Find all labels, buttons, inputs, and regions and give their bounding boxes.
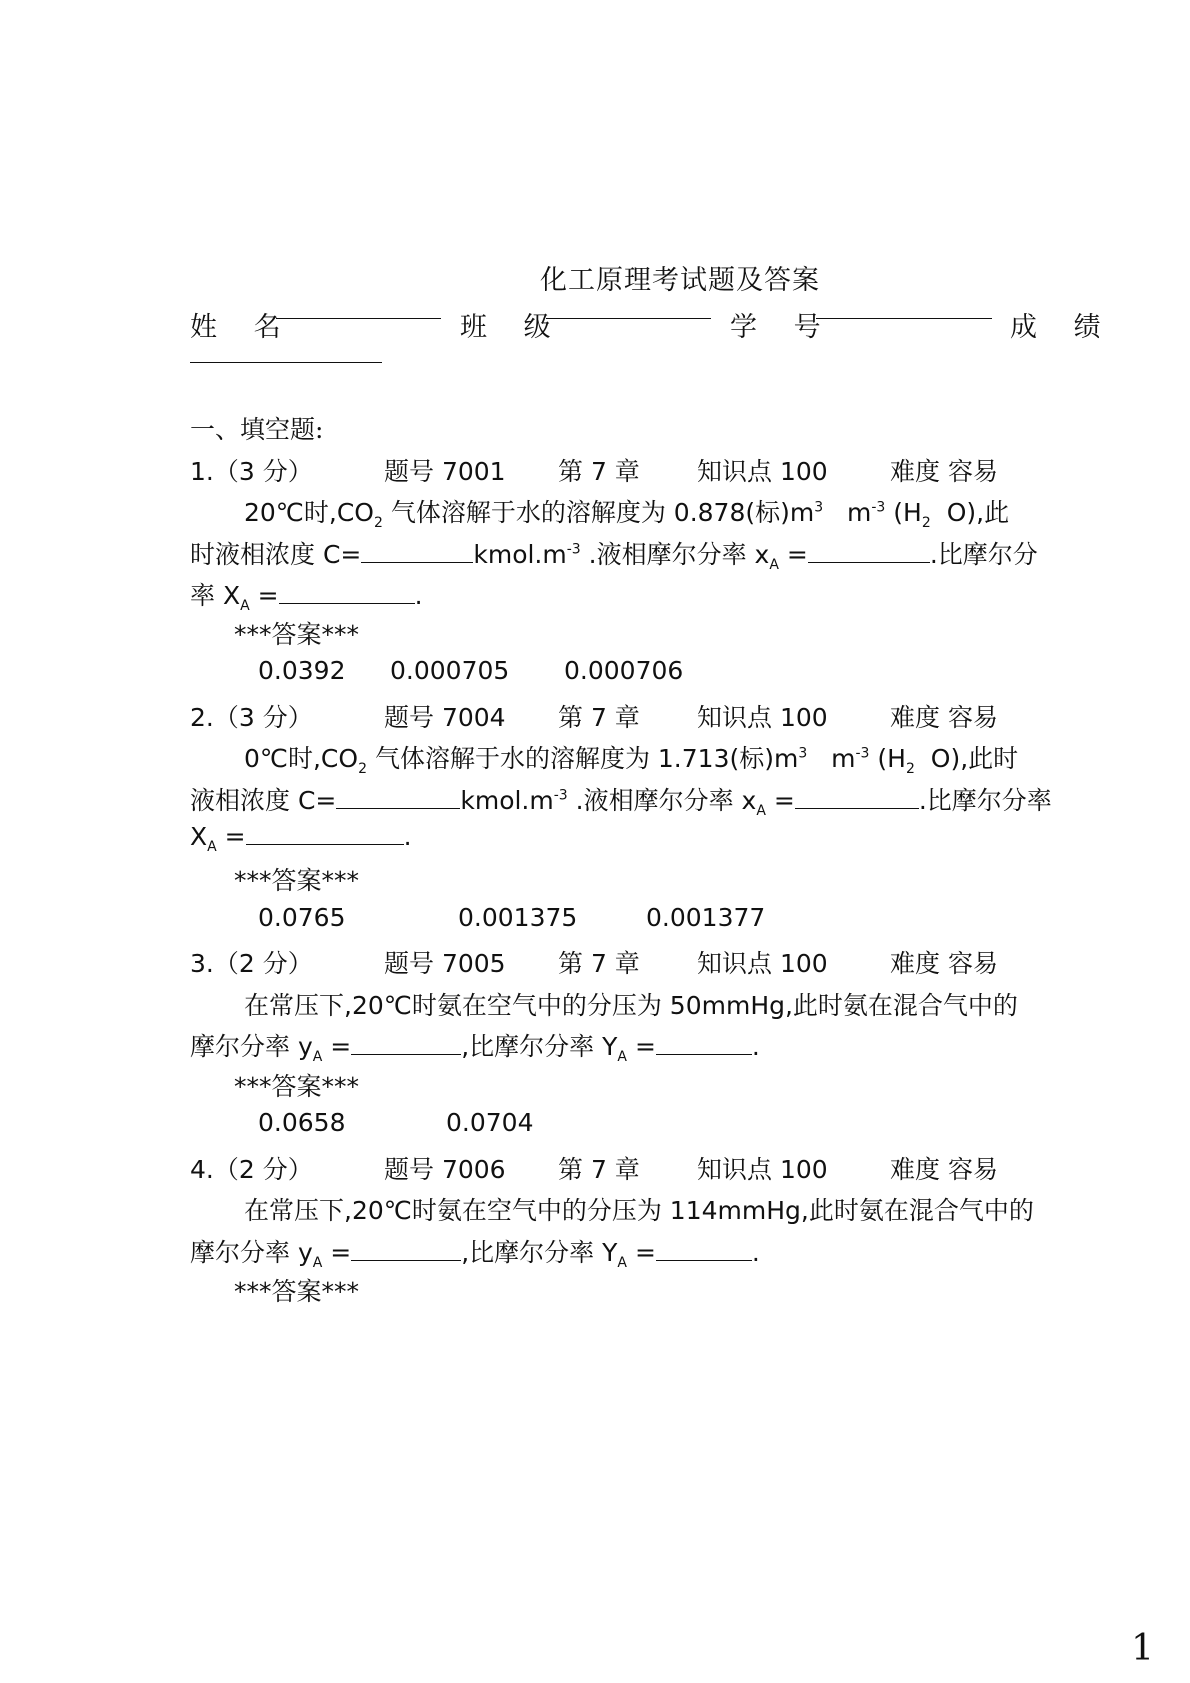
q1-conc-blank[interactable] (361, 540, 473, 563)
q1-chapter: 第 7 章 (558, 457, 640, 486)
q1-tihao: 题号 7001 (384, 457, 506, 486)
student-id-blank[interactable] (816, 296, 992, 325)
score-label: 成 绩 (1010, 312, 1115, 343)
q4-answer-heading: ***答案*** (234, 1277, 360, 1306)
q1-number: 1.（3 分） (190, 457, 313, 486)
q3-molfrac-blank[interactable] (351, 1032, 461, 1055)
class-blank[interactable] (546, 296, 711, 325)
q3-answer-1: 0.0658 (258, 1108, 346, 1137)
q1-line1: 20℃时$,CO_2$ 气体溶解于水的溶解度为 0.878(标)$m^3$ $m^{-3}$ ($H_2$ O),此 (244, 498, 1010, 531)
q1-ratio-blank[interactable] (279, 581, 415, 604)
q4-line2: 摩尔分率 $y_A$ = ,比摩尔分率 $Y_A$ = . (190, 1238, 760, 1271)
q4-number: 4.（2 分） (190, 1155, 313, 1184)
q1-line3: 率 $X_A$ = . (190, 581, 423, 614)
q4-chapter: 第 7 章 (558, 1155, 640, 1184)
q1-answer-3: 0.000706 (564, 656, 684, 685)
q3-answer-heading: ***答案*** (234, 1072, 360, 1101)
q4-point: 知识点 100 (697, 1155, 828, 1184)
q3-answer-2: 0.0704 (446, 1108, 534, 1137)
q2-answer-1: 0.0765 (258, 903, 346, 932)
q1-line2: 时液相浓度 $C= kmol.m^{-3}$ .液相摩尔分率 $x_A$ = .比摩尔分 (190, 540, 1038, 573)
q1-molfrac-blank[interactable] (808, 540, 930, 563)
q3-line2: 摩尔分率 $y_A$ = ,比摩尔分率 $Y_A$ = . (190, 1032, 760, 1065)
name-label: 姓 名 (190, 312, 295, 343)
q2-line3: $X_A$ = . (190, 822, 412, 855)
q3-number: 3.（2 分） (190, 949, 313, 978)
q1-answer-heading: ***答案*** (234, 620, 360, 649)
q2-number: 2.（3 分） (190, 703, 313, 732)
q2-conc-blank[interactable] (336, 786, 460, 809)
q1-difficulty: 难度 容易 (890, 457, 998, 486)
q3-line1: 在常压下,20℃时氨在空气中的分压为 50mmHg,此时氨在混合气中的 (244, 991, 1018, 1020)
section-heading: 一、填空题: (190, 415, 324, 444)
q3-difficulty: 难度 容易 (890, 949, 998, 978)
q3-tihao: 题号 7005 (384, 949, 506, 978)
name-blank[interactable] (276, 296, 441, 325)
q1-answer-1: 0.0392 (258, 656, 346, 685)
q2-answer-2: 0.001375 (458, 903, 578, 932)
q1-point: 知识点 100 (697, 457, 828, 486)
q1-answer-2: 0.000705 (390, 656, 510, 685)
class-label: 班 级 (460, 312, 565, 343)
score-blank[interactable] (190, 340, 382, 369)
q2-point: 知识点 100 (697, 703, 828, 732)
page-number: 1 (1131, 1628, 1154, 1669)
q2-ratio-blank[interactable] (246, 822, 404, 845)
page-title: 化工原理考试题及答案 (540, 265, 820, 296)
q3-point: 知识点 100 (697, 949, 828, 978)
q3-chapter: 第 7 章 (558, 949, 640, 978)
q2-answer-heading: ***答案*** (234, 866, 360, 895)
q4-ratio-blank[interactable] (656, 1238, 752, 1261)
q2-line1: 0℃时$,CO_2$ 气体溶解于水的溶解度为 1.713(标)$m^3$ $m^{-3}$ ($H_2$ O),此时 (244, 744, 1019, 777)
student-id-label: 学 号 (730, 312, 835, 343)
q4-tihao: 题号 7006 (384, 1155, 506, 1184)
q4-line1: 在常压下,20℃时氨在空气中的分压为 114mmHg,此时氨在混合气中的 (244, 1196, 1034, 1225)
q2-difficulty: 难度 容易 (890, 703, 998, 732)
q2-line2: 液相浓度 $C= kmol.m^{-3}$ .液相摩尔分率 $x_A$ = .比摩尔分率 (190, 786, 1052, 819)
q2-chapter: 第 7 章 (558, 703, 640, 732)
q2-molfrac-blank[interactable] (795, 786, 919, 809)
q3-ratio-blank[interactable] (656, 1032, 752, 1055)
q4-molfrac-blank[interactable] (351, 1238, 461, 1261)
q2-tihao: 题号 7004 (384, 703, 506, 732)
q2-answer-3: 0.001377 (646, 903, 766, 932)
q4-difficulty: 难度 容易 (890, 1155, 998, 1184)
